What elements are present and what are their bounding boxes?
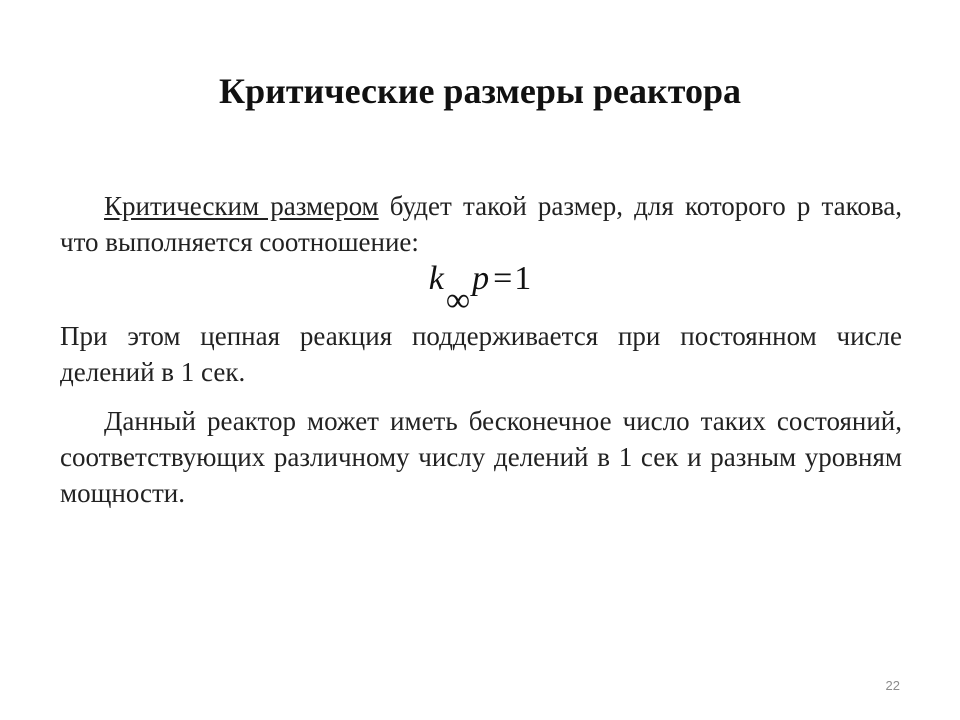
criticality-formula <box>0 260 960 319</box>
definition-term: Критическим размером <box>104 191 379 221</box>
formula-equals: = <box>493 260 513 297</box>
paragraph-states: Данный реактор может иметь бесконечное число таких состояний, соответствующих различному числу делений в 1 сек и разным уровням мощности. <box>60 406 902 508</box>
paragraph-chain-reaction: При этом цепная реакция поддерживается при постоянном числе делений в 1 сек. <box>60 321 902 387</box>
definition-text: будет такой размер, для которого p такова, что выполняется соотношение: <box>60 191 902 257</box>
page-number: 22 <box>885 678 900 693</box>
formula-p: p <box>472 260 490 297</box>
slide-title: Критические размеры реактора <box>218 71 742 111</box>
formula-infinity-subscript: ∞ <box>445 282 471 319</box>
paragraph-definition <box>60 188 902 260</box>
formula-value: 1 <box>514 260 532 297</box>
formula-k: k <box>428 260 444 297</box>
